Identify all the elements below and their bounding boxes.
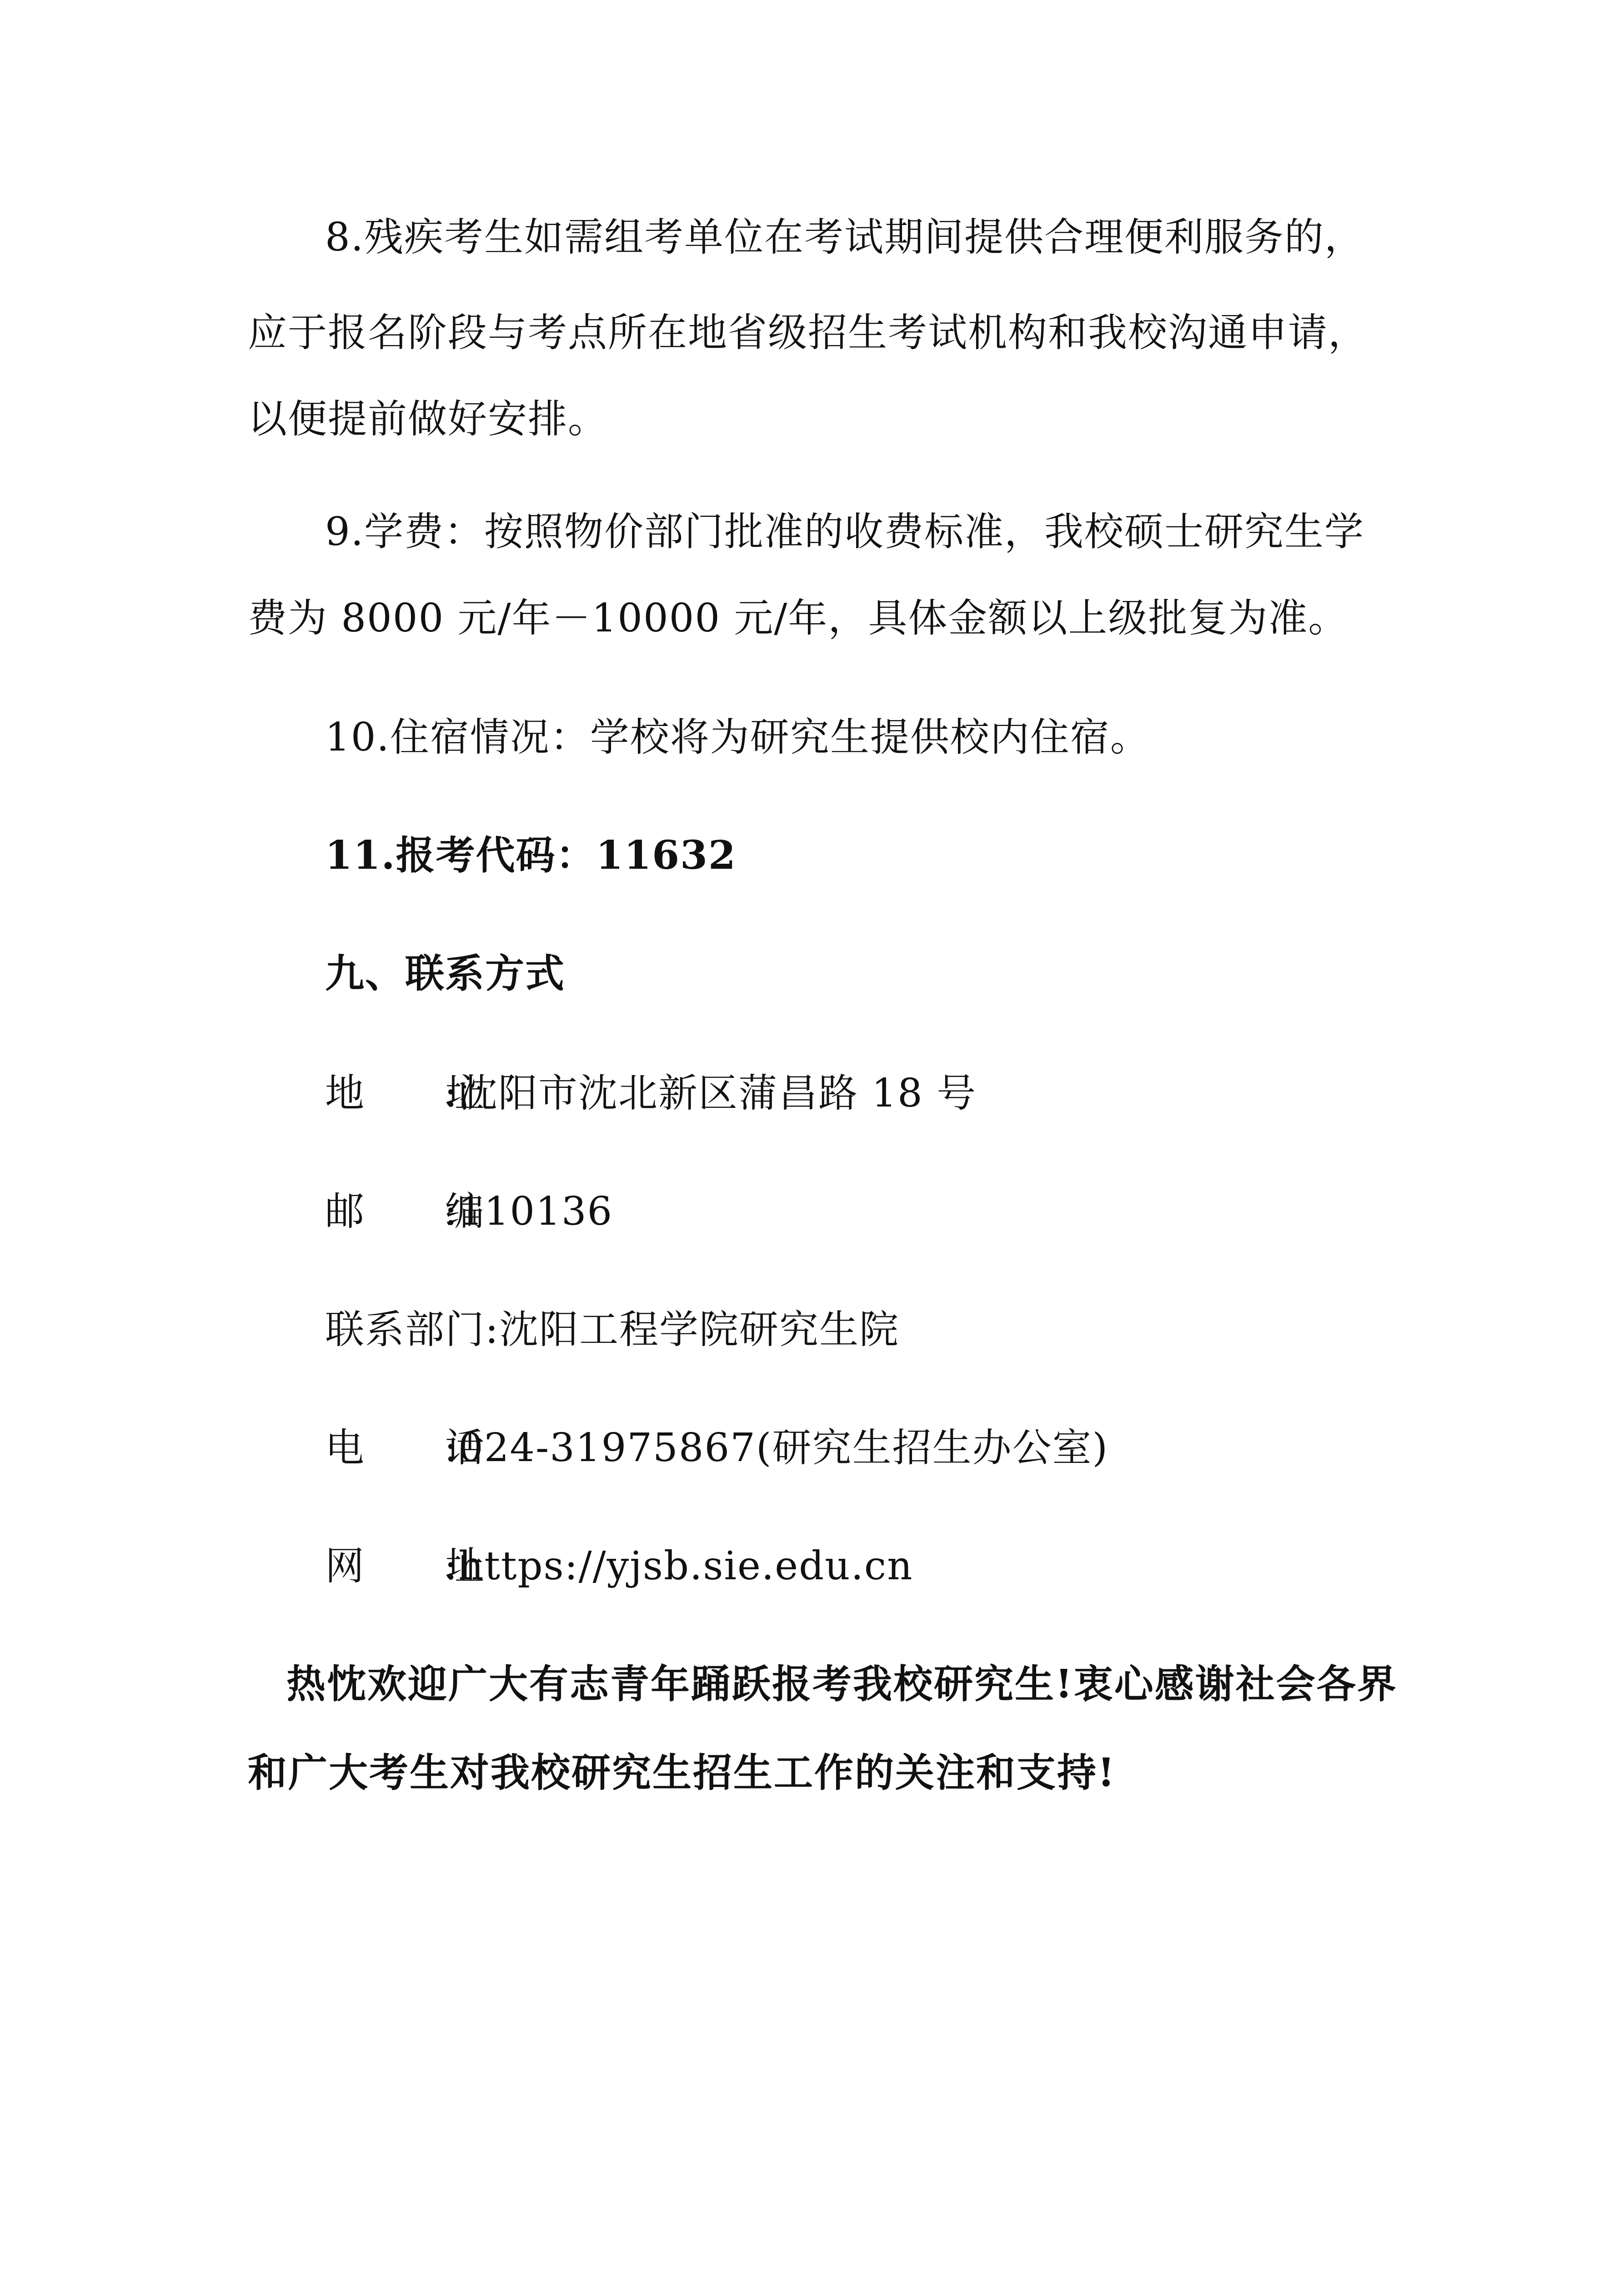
phone-value: :024-31975867(研究生招生办公室) <box>444 1425 1109 1471</box>
item10-text: 10.住宿情况：学校将为研究生提供校内住宿。 <box>325 715 1150 760</box>
item8-line1: 8.残疾考生如需组考单位在考试期间提供合理便利服务的， <box>325 215 1365 260</box>
item8-line2: 应于报名阶段与考点所在地省级招生考试机构和我校沟通申请， <box>248 310 1368 355</box>
item9-line1: 9.学费：按照物价部门批准的收费标准，我校硕士研究生学 <box>325 509 1365 555</box>
contact-website <box>325 1539 913 1593</box>
postcode-value: :110136 <box>444 1189 613 1234</box>
closing-line2: 和广大考生对我校研究生招生工作的关注和支持! <box>248 1750 1116 1796</box>
item8-line3: 以便提前做好安排。 <box>248 396 608 442</box>
postcode-label: 邮 编 <box>325 1189 485 1234</box>
web-value: :https://yjsb.sie.edu.cn <box>444 1543 913 1589</box>
web-label: 网 址 <box>325 1543 485 1589</box>
contact-department: 联系部门:沈阳工程学院研究生院 <box>325 1307 899 1352</box>
contact-postcode <box>325 1184 613 1239</box>
contact-address <box>325 1066 977 1121</box>
item11-text: 11.报考代码：11632 <box>325 832 737 878</box>
item9-line2: 费为 8000 元/年－10000 元/年，具体金额以上级批复为准。 <box>248 596 1348 641</box>
contact-phone <box>325 1421 1108 1475</box>
address-value: :沈阳市沈北新区蒲昌路 18 号 <box>444 1071 977 1116</box>
address-label: 地 址 <box>325 1071 485 1116</box>
phone-label: 电 话 <box>325 1425 485 1471</box>
section-heading-contact: 九、联系方式 <box>325 951 565 996</box>
closing-line1: 热忱欢迎广大有志青年踊跃报考我校研究生!衷心感谢社会各界 <box>286 1661 1398 1707</box>
